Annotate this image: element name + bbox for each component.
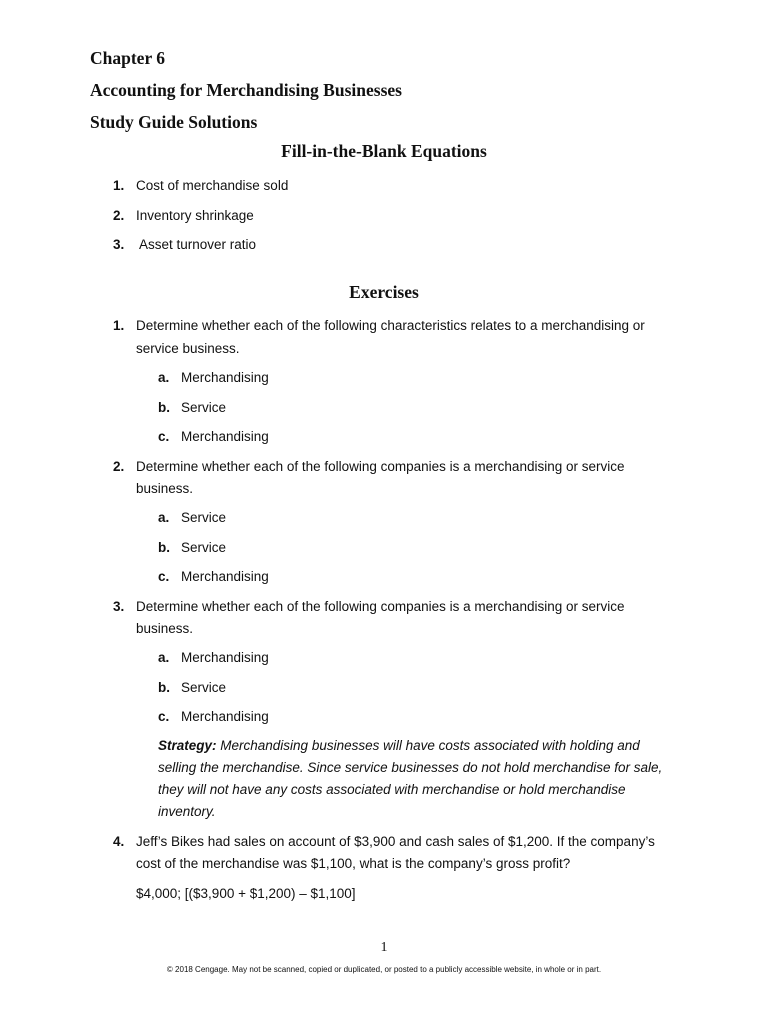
answer-letter: a. xyxy=(158,510,170,525)
list-item: Cost of merchandise sold xyxy=(136,178,289,193)
answer-letter: c. xyxy=(158,569,170,584)
strategy-note xyxy=(158,735,678,823)
list-item-number: 2. xyxy=(113,208,125,223)
answer-letter: a. xyxy=(158,370,170,385)
exercise-question-line: Jeff’s Bikes had sales on account of $3,900 and cash sales of $1,200. If the company’s xyxy=(136,834,655,849)
exercise-question-line: cost of the merchandise was $1,100, what is the company’s gross profit? xyxy=(136,856,571,871)
exercise-answer: $4,000; [($3,900 + $1,200) – $1,100] xyxy=(136,886,356,901)
exercise-question-line: Determine whether each of the following characteristics relates to a merchandising or xyxy=(136,318,645,333)
answer-text: Service xyxy=(181,400,227,415)
chapter-number: Chapter 6 xyxy=(90,48,166,68)
answer-text: Merchandising xyxy=(181,370,269,385)
answer-letter: a. xyxy=(158,650,170,665)
answer-letter: c. xyxy=(158,429,170,444)
exercise-question-line: business. xyxy=(136,621,194,636)
page-number: 1 xyxy=(380,940,388,955)
answer-text: Service xyxy=(181,540,227,555)
list-item: Asset turnover ratio xyxy=(136,237,257,252)
exercise-number: 3. xyxy=(113,599,125,614)
strategy-text: Merchandising businesses will have costs associated with holding and selling the merchandise. Since service businesses do not hold merchandise for sale, they will not have any costs associated with merchandise or hold merchandise inventory. xyxy=(158,738,663,819)
document-subtitle: Study Guide Solutions xyxy=(90,112,258,132)
chapter-title: Accounting for Merchandising Businesses xyxy=(90,80,402,100)
answer-text: Merchandising xyxy=(181,709,269,724)
exercises-heading: Exercises xyxy=(349,282,419,302)
answer-letter: b. xyxy=(158,680,170,695)
answer-text: Merchandising xyxy=(181,569,269,584)
exercise-question-line: Determine whether each of the following companies is a merchandising or service xyxy=(136,599,625,614)
exercise-question-line: service business. xyxy=(136,341,240,356)
answer-letter: b. xyxy=(158,540,170,555)
exercise-number: 2. xyxy=(113,459,125,474)
answer-text: Service xyxy=(181,510,227,525)
list-item: Inventory shrinkage xyxy=(136,208,254,223)
strategy-label: Strategy: xyxy=(158,738,217,753)
answer-letter: b. xyxy=(158,400,170,415)
copyright-notice: © 2018 Cengage. May not be scanned, copied or duplicated, or posted to a publicly accessible website, in whole or in part. xyxy=(166,965,602,974)
list-item-number: 3. xyxy=(113,237,125,252)
exercise-question-line: business. xyxy=(136,481,194,496)
list-item-number: 1. xyxy=(113,178,125,193)
exercise-question-line: Determine whether each of the following companies is a merchandising or service xyxy=(136,459,625,474)
answer-text: Service xyxy=(181,680,227,695)
answer-text: Merchandising xyxy=(181,429,269,444)
exercise-number: 4. xyxy=(113,834,125,849)
answer-text: Merchandising xyxy=(181,650,269,665)
answer-letter: c. xyxy=(158,709,170,724)
fill-in-heading: Fill-in-the-Blank Equations xyxy=(281,141,487,161)
exercise-number: 1. xyxy=(113,318,125,333)
